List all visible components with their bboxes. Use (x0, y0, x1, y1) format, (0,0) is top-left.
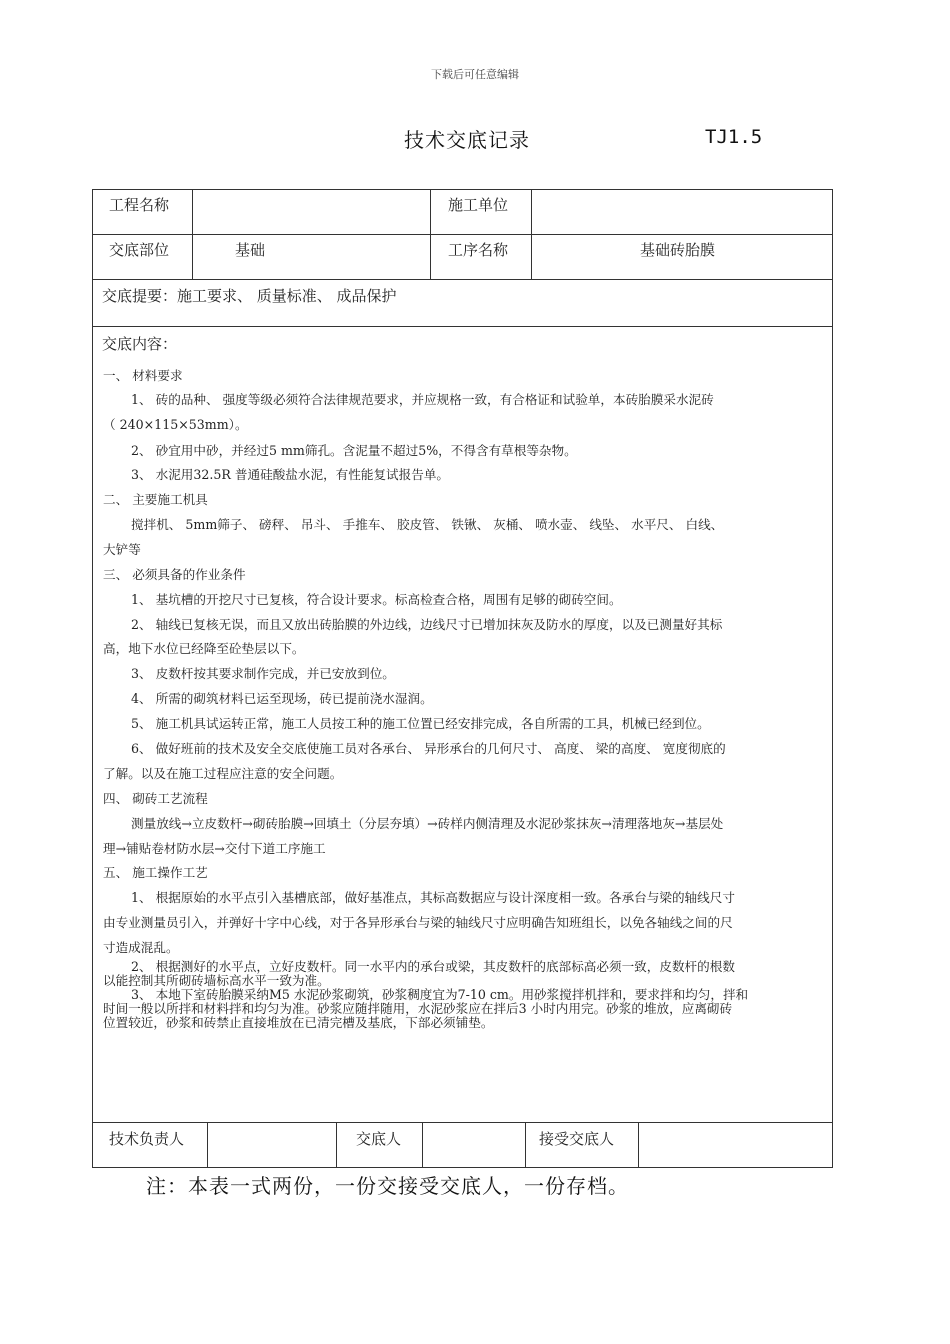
disclosure-part-value: 基础 (235, 241, 266, 259)
content-line: 2、 根据测好的水平点，立好皮数杆。同一水平内的承台或梁，其皮数杆的底部标高必须一致，皮数杆的根数 (131, 959, 735, 974)
header-note: 下载后可任意编辑 (431, 68, 519, 81)
document-code: TJ1.5 (705, 126, 763, 148)
column-divider (430, 190, 431, 279)
column-divider (638, 1122, 639, 1168)
content-line: 一、 材料要求 (103, 368, 183, 383)
content-line: （ 240×115×53mm）。 (103, 417, 248, 432)
process-name-value: 基础砖胎膜 (640, 241, 716, 259)
process-name-label: 工序名称 (448, 241, 509, 259)
column-divider (336, 1122, 337, 1168)
column-divider (422, 1122, 423, 1168)
row-divider (93, 326, 832, 327)
column-divider (207, 1122, 208, 1168)
disclosure-summary: 交底提要：施工要求、 质量标准、 成品保护 (102, 287, 397, 305)
content-line: 寸造成混乱。 (103, 940, 179, 955)
disclosure-part-label: 交底部位 (109, 241, 170, 259)
content-line: 2、 砂宜用中砂，并经过5 mm筛孔。含泥量不超过5%，不得含有草根等杂物。 (131, 443, 577, 458)
disclosure-table (92, 189, 833, 1168)
content-line: 1、 基坑槽的开挖尺寸已复核，符合设计要求。标高检查合格，周围有足够的砌砖空间。 (131, 592, 622, 607)
content-line: 4、 所需的砌筑材料已运至现场，砖已提前浇水湿润。 (131, 691, 433, 706)
content-line: 五、 施工操作工艺 (103, 865, 208, 880)
content-line: 2、 轴线已复核无误，而且又放出砖胎膜的外边线，边线尺寸已增加抹灰及防水的厚度，以及已测量好其标 (131, 617, 723, 632)
content-line: 位置较近，砂浆和砖禁止直接堆放在已清完槽及基底，下部必须铺垫。 (103, 1015, 494, 1030)
content-line: 3、 皮数杆按其要求制作完成，并已安放到位。 (131, 666, 395, 681)
disclosure-content-label: 交底内容： (102, 335, 178, 353)
content-line: 理→铺贴卷材防水层→交付下道工序施工 (103, 841, 326, 856)
document-title: 技术交底记录 (404, 128, 530, 152)
content-line: 以能控制其所砌砖墙标高水平一致为准。 (103, 973, 330, 988)
content-line: 由专业测量员引入，并弹好十字中心线，对于各异形承台与梁的轴线尺寸应明确告知班组长，以免各轴线之间的尺 (103, 915, 733, 930)
content-line: 1、 根据原始的水平点引入基槽底部，做好基准点，其标高数据应与设计深度相一致。各承台与梁的轴线尺寸 (131, 890, 735, 905)
content-line: 搅拌机、 5mm筛子、 磅秤、 吊斗、 手推车、 胶皮管、 铁锹、 灰桶、 喷水壶、 线坠、 水平尺、 白线、 (131, 517, 724, 532)
content-line: 三、 必须具备的作业条件 (103, 567, 246, 582)
row-divider (93, 1122, 832, 1123)
discloser-label: 交底人 (356, 1130, 402, 1148)
column-divider (525, 1122, 526, 1168)
content-line: 3、 本地下室砖胎膜采纳M5 水泥砂浆砌筑，砂浆稠度宜为7-10 cm。用砂浆搅拌机拌和，要求拌和均匀，拌和 (131, 987, 749, 1002)
content-line: 3、 水泥用32.5R 普通硅酸盐水泥，有性能复试报告单。 (131, 467, 450, 482)
tech-lead-label: 技术负责人 (109, 1130, 185, 1148)
row-divider (93, 234, 832, 235)
column-divider (531, 190, 532, 279)
content-line: 6、 做好班前的技术及安全交底使施工员对各承台、 异形承台的几何尺寸、 高度、 梁的高度、 宽度彻底的 (131, 741, 726, 756)
content-line: 5、 施工机具试运转正常，施工人员按工种的施工位置已经安排完成，各自所需的工具，机械已经到位。 (131, 716, 710, 731)
recipient-label: 接受交底人 (539, 1130, 615, 1148)
content-line: 1、 砖的品种、 强度等级必须符合法律规范要求，并应规格一致，有合格证和试验单，本砖胎膜采水泥砖 (131, 392, 714, 407)
column-divider (192, 190, 193, 279)
content-line: 了解。以及在施工过程应注意的安全问题。 (103, 766, 343, 781)
content-line: 高，地下水位已经降至砼垫层以下。 (103, 641, 305, 656)
row-divider (93, 279, 832, 280)
content-line: 测量放线→立皮数杆→砌砖胎膜→回填土（分层夯填）→砖样内侧清理及水泥砂浆抹灰→清理落地灰→基层处 (131, 816, 724, 831)
footer-note: 注：本表一式两份，一份交接受交底人，一份存档。 (146, 1174, 629, 1198)
project-name-label: 工程名称 (109, 196, 170, 214)
content-line: 大铲等 (103, 542, 141, 557)
content-line: 四、 砌砖工艺流程 (103, 791, 208, 806)
construction-unit-label: 施工单位 (448, 196, 509, 214)
content-line: 时间一般以所拌和材料拌和均匀为准。砂浆应随拌随用，水泥砂浆应在拌后3 小时内用完。砂浆的堆放，应离砌砖 (103, 1001, 733, 1016)
content-line: 二、 主要施工机具 (103, 492, 208, 507)
